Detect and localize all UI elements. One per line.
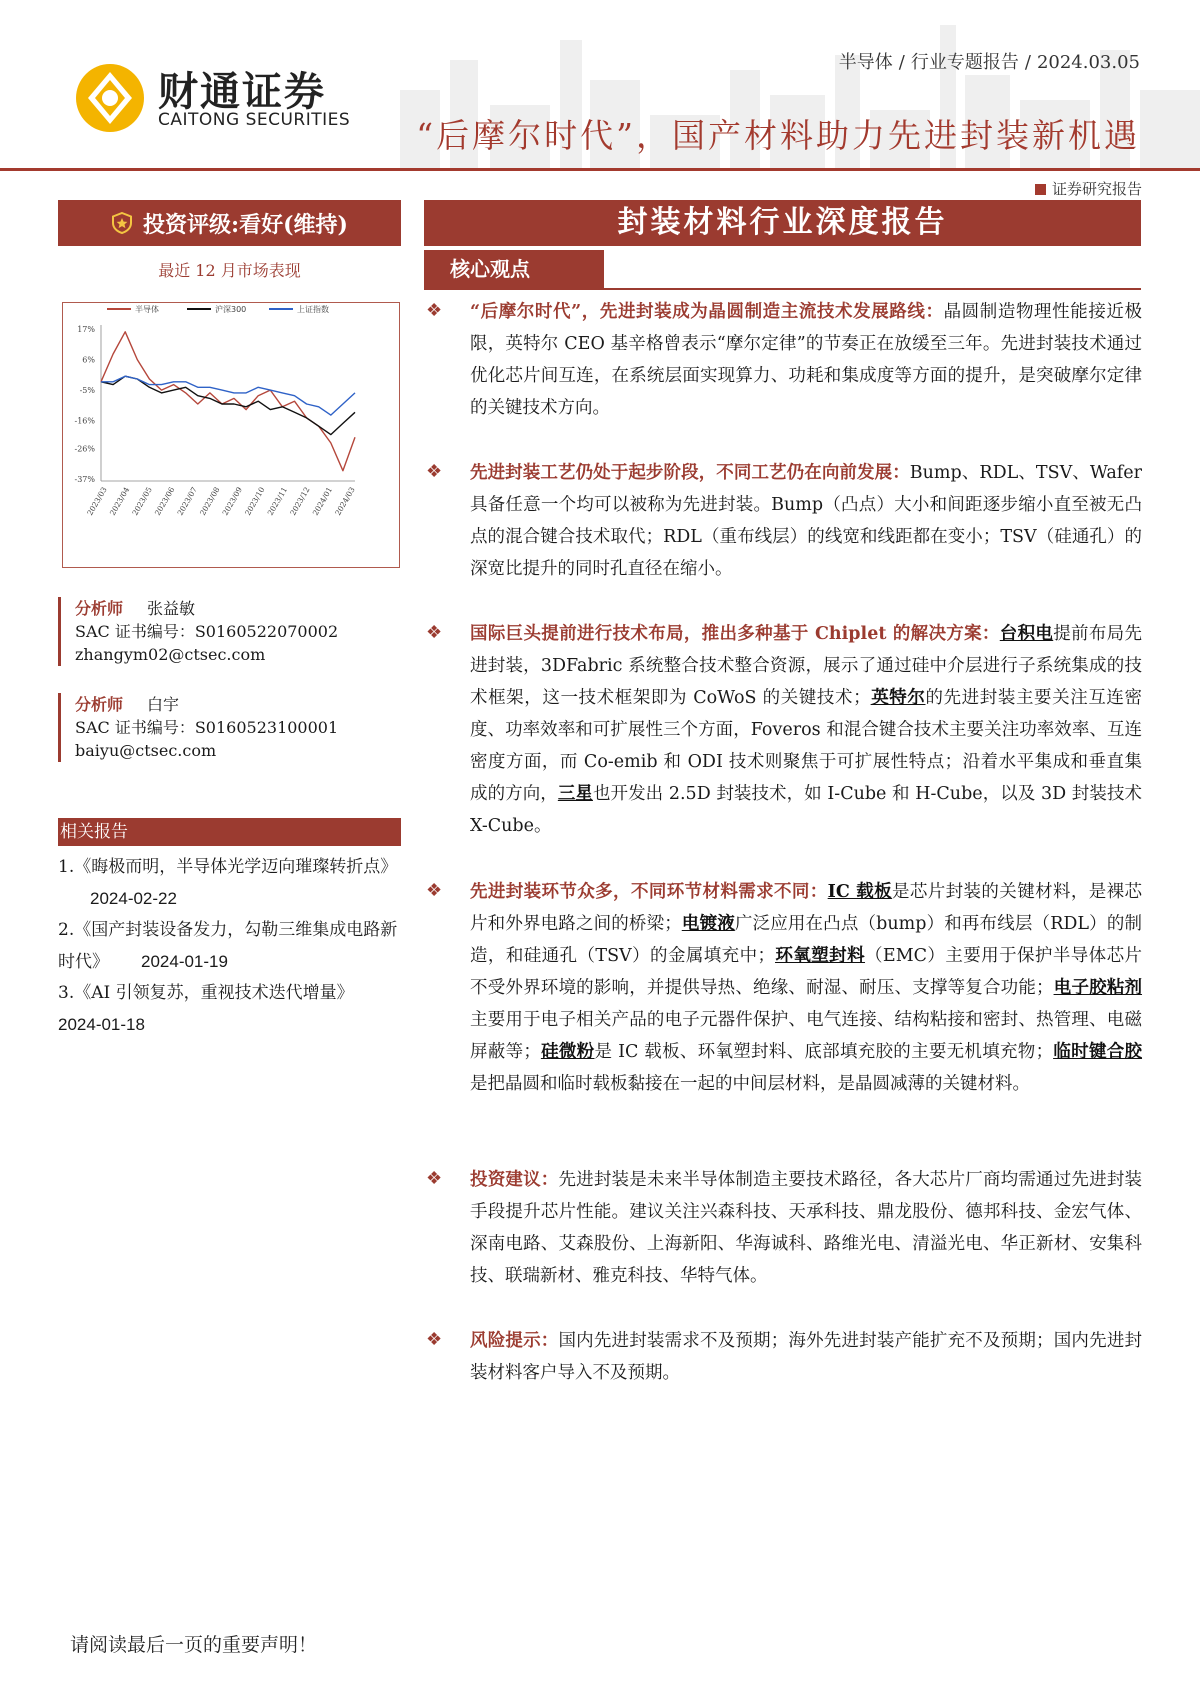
core-point xyxy=(424,296,1144,424)
diamond-bullet-icon: ❖ xyxy=(426,622,443,643)
diamond-bullet-icon: ❖ xyxy=(426,880,443,901)
related-report-item[interactable] xyxy=(58,852,401,915)
analyst-name: 张益敏 xyxy=(147,599,196,618)
core-point: ❖ 国际巨头提前进行技术布局，推出多种基于 Chiplet 的解决方案：台积电提前布局先进封装，3DFabric 系统整合技术整合资源，展示了通过硅中介层进行子系统集成的技术框架，这一技术框架即为 CoWoS 的关键技术；英特尔的先进封装主要关注互连密度、功率效率和可扩展性三个方面，Foveros 和混合键合技术主要关注功率效率、互连密度方面，而 Co-emib 和 ODI 技术则聚焦于可扩展性特点；沿着水平集成和垂直集成的方向，三星也开发出 2.5D 封装技术，如 I-Cube 和 H-Cube，以及 3D 封装技术 X-Cube。 xyxy=(426,622,1143,836)
caitong-logo-icon xyxy=(72,60,148,136)
legend-label: 沪深300 xyxy=(215,305,247,314)
shield-badge-icon xyxy=(111,212,133,234)
main-banner-title: 封装材料行业深度报告 xyxy=(424,200,1141,246)
keyword-ic-substrate: IC 载板 xyxy=(827,882,893,902)
analyst-name: 白宇 xyxy=(147,695,180,714)
report-header xyxy=(0,0,1200,176)
report-type-label: 证券研究报告 xyxy=(1035,178,1142,199)
point-headline: 先进封装环节众多，不同环节材料需求不同： xyxy=(470,882,828,902)
brand-name-cn: 财通证券 xyxy=(158,69,326,115)
related-report-date: 2024-02-22 xyxy=(90,889,177,908)
point-text: Bump、RDL、TSV、Wafer 具备任意一个均可以被称为先进封装。Bump（凸点）大小和间距逐步缩小直至被无凸点的混合键合技术取代；RDL（重布线层）的线宽和线距都在变小；TSV（硅通孔）的深宽比提升的同时孔直径在缩小。 xyxy=(470,463,1143,579)
point-headline: “后摩尔时代”，先进封装成为晶圆制造主流技术发展路线： xyxy=(470,302,944,322)
x-tick-label: 2023/11 xyxy=(265,485,290,517)
investment-rating-bar xyxy=(58,200,401,246)
diamond-bullet-icon: ❖ xyxy=(426,1329,443,1350)
y-tick-label: 6% xyxy=(82,355,95,365)
x-tick-label: 2023/12 xyxy=(288,485,312,517)
rating-label: 投资评级:看好(维持) xyxy=(143,211,348,238)
x-tick-label: 2024/03 xyxy=(333,485,357,517)
point-headline: 先进封装工艺仍处于起步阶段，不同工艺仍在向前发展： xyxy=(470,463,910,483)
legend-label: 上证指数 xyxy=(297,305,329,314)
brand-name-en: CAITONG SECURITIES xyxy=(158,110,351,130)
report-category: 半导体 xyxy=(838,52,893,73)
keyword-emc: 环氧塑封料 xyxy=(775,946,866,966)
keyword-tsmc: 台积电 xyxy=(999,624,1054,644)
core-views-tab: 核心观点 xyxy=(424,250,604,288)
point-text: 先进封装是未来半导体制造主要技术路径，各大芯片厂商均需通过先进封装手段提升芯片性能。建议关注兴森科技、天承科技、鼎龙股份、德邦科技、金宏气体、深南电路、艾森股份、上海新阳、华海诚科、路维光电、清溢光电、华正新材、安集科技、联瑞新材、雅克科技、华特气体。 xyxy=(470,1170,1143,1286)
point-headline: 投资建议： xyxy=(470,1170,559,1190)
keyword-silica-powder: 硅微粉 xyxy=(540,1042,595,1062)
analyst-sac: SAC 证书编号：S0160522070002 xyxy=(75,622,339,641)
report-date: 2024.03.05 xyxy=(1036,52,1140,73)
x-tick-label: 2024/01 xyxy=(310,485,335,517)
y-tick-label: 17% xyxy=(77,325,95,334)
keyword-intel: 英特尔 xyxy=(870,688,926,708)
diamond-bullet-icon: ❖ xyxy=(426,461,443,482)
header-divider xyxy=(0,168,1200,171)
core-point xyxy=(424,1325,1144,1389)
legend-label: 半导体 xyxy=(135,305,159,314)
x-tick-label: 2023/04 xyxy=(107,485,132,517)
x-tick-label: 2023/10 xyxy=(243,485,267,517)
series-line-沪深300 xyxy=(101,376,355,434)
analyst-email[interactable]: zhangym02@ctsec.com xyxy=(75,645,266,664)
x-tick-label: 2023/08 xyxy=(198,485,222,517)
x-tick-label: 2023/07 xyxy=(175,485,199,517)
x-tick-label: 2023/03 xyxy=(85,485,109,517)
related-report-date: 2024-01-18 xyxy=(58,1015,145,1034)
report-title: “后摩尔时代”，国产材料助力先进封装新机遇 xyxy=(416,116,1140,155)
analyst-card xyxy=(58,597,401,666)
performance-line-chart xyxy=(63,303,398,566)
y-tick-label: -37% xyxy=(74,475,95,484)
core-point xyxy=(424,1164,1144,1292)
related-report-item[interactable] xyxy=(58,978,401,1041)
x-tick-label: 2023/09 xyxy=(220,485,245,517)
core-views-divider xyxy=(424,288,1141,290)
y-tick-label: -16% xyxy=(74,416,95,426)
diamond-bullet-icon: ❖ xyxy=(426,1168,443,1189)
related-report-title: 1.《晦极而明，半导体光学迈向璀璨转折点》 xyxy=(58,857,398,877)
analyst-sac: SAC 证书编号：S0160523100001 xyxy=(75,718,339,737)
x-tick-label: 2023/06 xyxy=(152,485,177,517)
point-headline: 风险提示： xyxy=(470,1331,559,1351)
core-point xyxy=(424,457,1144,585)
disclaimer-note: 请阅读最后一页的重要声明！ xyxy=(70,1634,318,1656)
keyword-samsung: 三星 xyxy=(557,784,593,804)
y-tick-label: -5% xyxy=(79,386,95,396)
report-kind: 行业专题报告 xyxy=(910,52,1019,73)
chart-caption: 最近 12 月市场表现 xyxy=(158,261,301,280)
point-text: 国内先进封装需求不及预期；海外先进封装产能扩充不及预期；国内先进封装材料客户导入不及预期。 xyxy=(470,1331,1143,1383)
diamond-bullet-icon: ❖ xyxy=(426,300,443,321)
related-report-date: 2024-01-19 xyxy=(141,952,228,971)
analyst-role: 分析师 xyxy=(75,695,124,714)
keyword-temporary-bonding: 临时键合胶 xyxy=(1053,1042,1143,1062)
related-reports-list xyxy=(58,852,401,1041)
series-line-上证指数 xyxy=(101,376,355,415)
header-meta: 半导体 / 行业专题报告 / 2024.03.05 xyxy=(838,52,1140,73)
related-report-title: 3.《AI 引领复苏，重视技术迭代增量》 xyxy=(58,983,354,1003)
analyst-email[interactable]: baiyu@ctsec.com xyxy=(75,741,217,760)
square-bullet-icon xyxy=(1035,184,1046,195)
y-tick-label: -26% xyxy=(74,444,95,454)
analyst-card xyxy=(58,693,401,762)
keyword-plating-solution: 电镀液 xyxy=(681,914,735,934)
market-performance-chart xyxy=(62,302,400,568)
x-tick-label: 2023/05 xyxy=(130,485,154,517)
core-point: ❖ 先进封装环节众多，不同环节材料需求不同：IC 载板是芯片封装的关键材料，是裸芯片和外界电路之间的桥梁；电镀液广泛应用在凸点（bump）和再布线层（RDL）的制造，和硅通孔（TSV）的金属填充中；环氧塑封料（EMC）主要用于保护半导体芯片不受外界环境的影响，并提供导热、绝缘、耐湿、耐压、支撑等复合功能；电子胶粘剂主要用于电子相关产品的电子元器件保护、电气连接、结构粘接和密封、热管理、电磁屏蔽等；硅微粉是 IC 载板、环氧塑封料、底部填充胶的主要无机填充物；临时键合胶是把晶圆和临时载板黏接在一起的中间层材料，是晶圆减薄的关键材料。 xyxy=(426,880,1143,1094)
point-text: 晶圆制造物理性能接近极限，英特尔 CEO 基辛格曾表示“摩尔定律”的节奏正在放缓至三年。先进封装技术通过优化芯片间互连，在系统层面实现算力、功耗和集成度等方面的提升，是突破摩尔定律的关键技术方向。 xyxy=(470,302,1143,418)
point-headline: 国际巨头提前进行技术布局，推出多种基于 Chiplet 的解决方案： xyxy=(470,624,1000,644)
keyword-adhesive: 电子胶粘剂 xyxy=(1053,978,1143,998)
related-reports-heading: 相关报告 xyxy=(58,818,401,846)
series-line-半导体 xyxy=(101,332,355,471)
related-report-title: 2.《国产封装设备发力，勾勒三维集成电路新时代》 xyxy=(58,920,398,972)
related-report-item[interactable] xyxy=(58,915,401,978)
analyst-role: 分析师 xyxy=(75,599,124,618)
